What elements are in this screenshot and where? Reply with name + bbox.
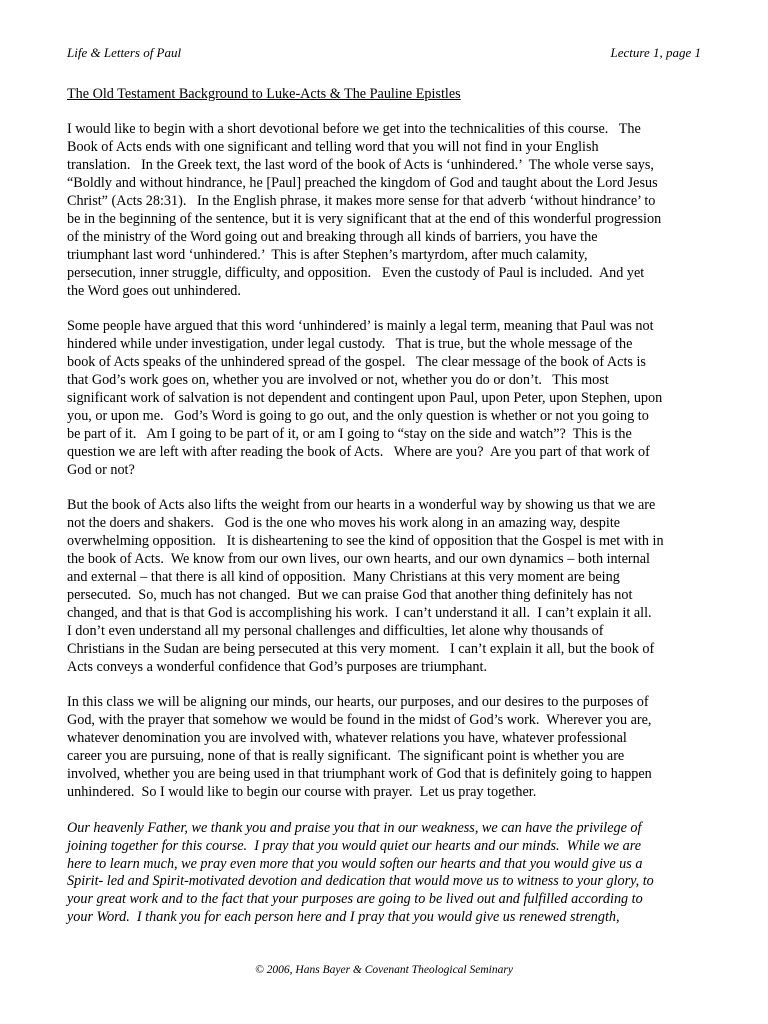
paragraph-line: I don’t even understand all my personal challenges and difficulties, let alone why thousands of [67, 622, 604, 639]
prayer-paragraph [67, 820, 703, 927]
prayer-line: joining together for this course. I pray that you would quiet our hearts and our minds. While we are [67, 837, 642, 854]
paragraph-line: persecuted. So, much has not changed. But we can praise God that another thing definitely has not [67, 586, 633, 603]
copyright-footer: © 2006, Hans Bayer & Covenant Theological Seminary [255, 964, 513, 976]
paragraph-line: career you are pursuing, none of that is really significant. The significant point is whether you are [67, 748, 625, 765]
document-body [67, 86, 703, 945]
paragraph-line: that God’s work goes on, whether you are involved or not, whether you do or don’t. This most [67, 372, 609, 389]
paragraph-line: “Boldly and without hindrance, he [Paul] preached the kingdom of God and taught about the Lord Jesus [67, 175, 658, 192]
prayer-line: your great work and to the fact that your purposes are going to be lived out and fulfilled according to [67, 891, 643, 908]
paragraph-line: of the ministry of the Word going out and breaking through all kinds of barriers, you have the [67, 228, 598, 245]
paragraph-line: God or not? [67, 461, 135, 478]
paragraph-line: involved, whether you are being used in that triumphant work of God that is definitely going to happen [67, 765, 652, 782]
paragraph-line: whatever denomination you are involved with, whatever relations you have, whatever professional [67, 730, 627, 747]
paragraph-line: Christians in the Sudan are being persecuted at this very moment. I can’t explain it all, but the book of [67, 640, 655, 657]
paragraph-line: and external – that there is all kind of opposition. Many Christians at this very moment are being [67, 569, 620, 586]
paragraph-line: Some people have argued that this word ‘unhindered’ is mainly a legal term, meaning that Paul was not [67, 318, 654, 335]
prayer-line: here to learn much, we pray even more that you would soften our hearts and that you would give us a [67, 855, 643, 872]
paragraph-line: be part of it. Am I going to be part of it, or am I going to “stay on the side and watch”? This is the [67, 425, 632, 442]
paragraph-line: unhindered. So I would like to begin our course with prayer. Let us pray together. [67, 783, 537, 800]
paragraph-line: hindered while under investigation, under legal custody. That is true, but the whole message of the [67, 336, 633, 353]
paragraph-line: I would like to begin with a short devotional before we get into the technicalities of this course. The [67, 121, 641, 138]
paragraph-line: question we are left with after reading the book of Acts. Where are you? Are you part of that work of [67, 443, 650, 460]
prayer-line: Spirit- led and Spirit-motivated devotion and dedication that would move us to witness to your glory, to [67, 873, 654, 890]
paragraph-line: God, with the prayer that somehow we would be found in the midst of God’s work. Wherever you are, [67, 712, 652, 729]
prayer-line: your Word. I thank you for each person here and I pray that you would give us renewed strength, [67, 909, 620, 926]
paragraph-line: Book of Acts ends with one significant and telling word that you will not find in your English [67, 139, 599, 156]
paragraph-4 [67, 694, 703, 801]
paragraph-line: you, or upon me. God’s Word is going to go out, and the only question is whether or not you going to [67, 407, 649, 424]
prayer-line: Our heavenly Father, we thank you and praise you that in our weakness, we can have the privilege of [67, 819, 642, 836]
paragraph-line: the book of Acts. We know from our own lives, our own hearts, and our own dynamics – both internal [67, 551, 650, 568]
paragraph-line: the Word goes out unhindered. [67, 282, 241, 299]
paragraph-line: persecution, inner struggle, difficulty, and opposition. Even the custody of Paul is included. And yet [67, 264, 645, 281]
paragraph-line: book of Acts speaks of the unhindered spread of the gospel. The clear message of the book of Acts is [67, 354, 646, 371]
header-page-label: Lecture 1, page 1 [610, 45, 701, 60]
running-header [67, 44, 701, 62]
paragraph-line: be in the beginning of the sentence, but it is very significant that at the end of this wonderful progression [67, 210, 662, 227]
paragraph-line: In this class we will be aligning our minds, our hearts, our purposes, and our desires to the purposes of [67, 694, 649, 711]
paragraph-line: translation. In the Greek text, the last word of the book of Acts is ‘unhindered.’ The whole verse says, [67, 157, 654, 174]
paragraph-3 [67, 497, 703, 676]
paragraph-line: significant work of salvation is not dependent and contingent upon Paul, upon Peter, upon Stephen, upon [67, 389, 663, 406]
lecture-title: The Old Testament Background to Luke-Acts & The Pauline Epistles [67, 86, 461, 102]
paragraph-2 [67, 318, 703, 479]
paragraph-line: Acts conveys a wonderful confidence that God’s purposes are triumphant. [67, 658, 487, 675]
paragraph-line: overwhelming opposition. It is disheartening to see the kind of opposition that the Gospel is met with in [67, 533, 664, 550]
paragraph-line: Christ” (Acts 28:31). In the English phrase, it makes more sense for that adverb ‘without hindrance’ to [67, 193, 656, 210]
paragraph-line: triumphant last word ‘unhindered.’ This is after Stephen’s martyrdom, after much calamity, [67, 246, 588, 263]
header-course-title: Life & Letters of Paul [67, 45, 182, 60]
paragraph-line: not the doers and shakers. God is the one who moves his work along in an amazing way, despite [67, 515, 621, 532]
paragraph-line: changed, and that is that God is accomplishing his work. I can’t understand it all. I can’t explain it all. [67, 604, 652, 621]
paragraph-line: But the book of Acts also lifts the weight from our hearts in a wonderful way by showing us that we are [67, 497, 656, 514]
paragraph-1 [67, 121, 703, 300]
